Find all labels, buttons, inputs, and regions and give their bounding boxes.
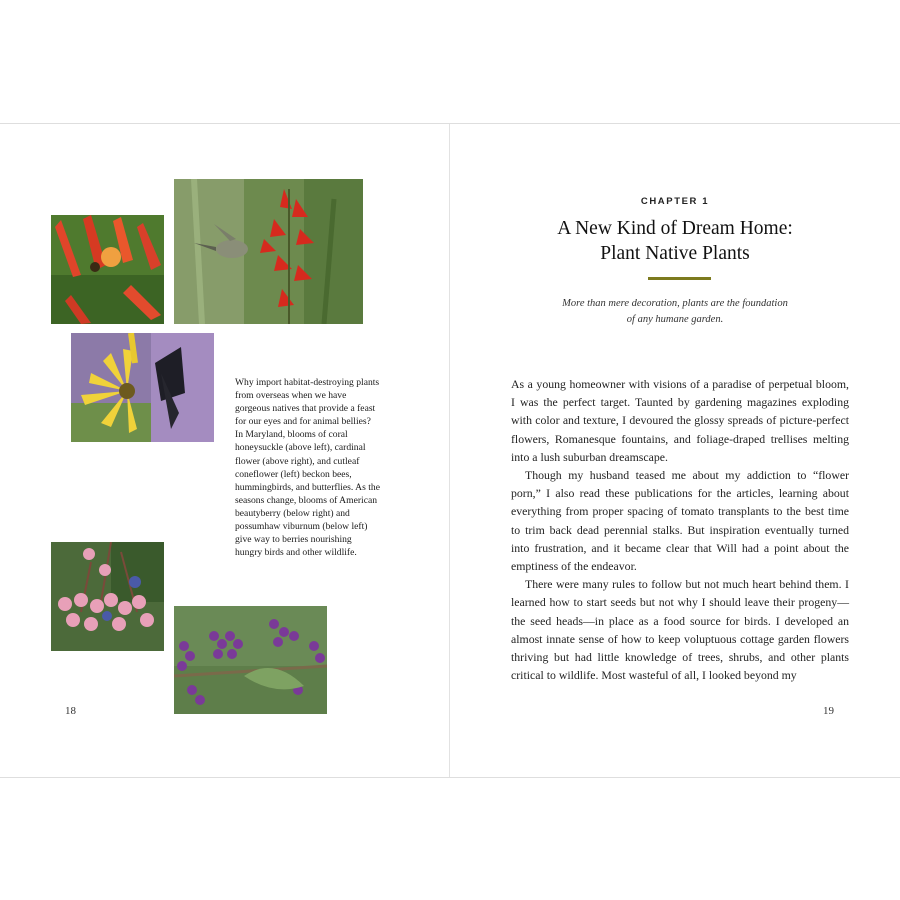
chapter-label: CHAPTER 1 [640,196,710,207]
epigraph-line-1: More than mere decoration, plants are the foundation [562,298,788,309]
epigraph [450,296,900,328]
beautyberry-photo [174,606,327,714]
coral-honeysuckle-photo [51,215,164,324]
chapter-title-line-1: A New Kind of Dream Home: [557,218,793,239]
chapter-title [450,216,900,266]
left-page-number: 18 [65,705,76,717]
possumhaw-viburnum-berries-photo [51,542,164,651]
body-paragraph: Though my husband teased me about my addiction to “flower porn,” I also read these publications for the articles, learning about everything from proper spacing of tomato transplants to the best time to trim back dead perennial stalks. But inspiration eventually turned into frustration, and it became clear that Will had a point about the emptiness of the endeavor. [511,468,849,574]
right-page-number: 19 [823,705,834,717]
chapter-title-line-2: Plant Native Plants [600,243,750,264]
cardinal-flower-hummingbird-photo [174,179,363,324]
body-paragraph: As a young homeowner with visions of a paradise of perpetual bloom, I was the perfect target. Taunted by gardening magazines exploding with color and texture, I devoured the glossy spreads of picture-perfect flowers, Romanesque fountains, and foliage-draped trellises melting into a lush suburban dreamscape. [511,377,849,464]
right-page [450,124,900,777]
book-spread [0,123,900,778]
epigraph-line-2: of any humane garden. [626,314,724,325]
title-divider-rule [648,277,711,280]
chapter-body-text [511,375,849,684]
left-page [0,124,450,777]
cutleaf-coneflower-butterfly-photo [71,333,214,442]
body-paragraph: There were many rules to follow but not much heart behind them. I learned how to start seeds but not why I should leave their progeny—the seed heads—in place as a food source for birds. I developed an almost innate sense of how to keep voluptuous cottage garden flowers thriving but had little knowledge of trees, shrubs, and other plants critical to wildlife. Most wasteful of all, I looked beyond my [511,577,849,683]
photo-caption: Why import habitat-destroying plants from overseas when we have gorgeous natives that provide a feast for our eyes and for animal bellies? In Maryland, blooms of coral honeysuckle (above left), cardinal flower (above right), and cutleaf coneflower (left) beckon bees, hummingbirds, and butterflies. As the seasons change, blooms of American beautyberry (below right) and possumhaw viburnum (below left) give way to berries nourishing hungry birds and other wildlife. [235,377,380,559]
